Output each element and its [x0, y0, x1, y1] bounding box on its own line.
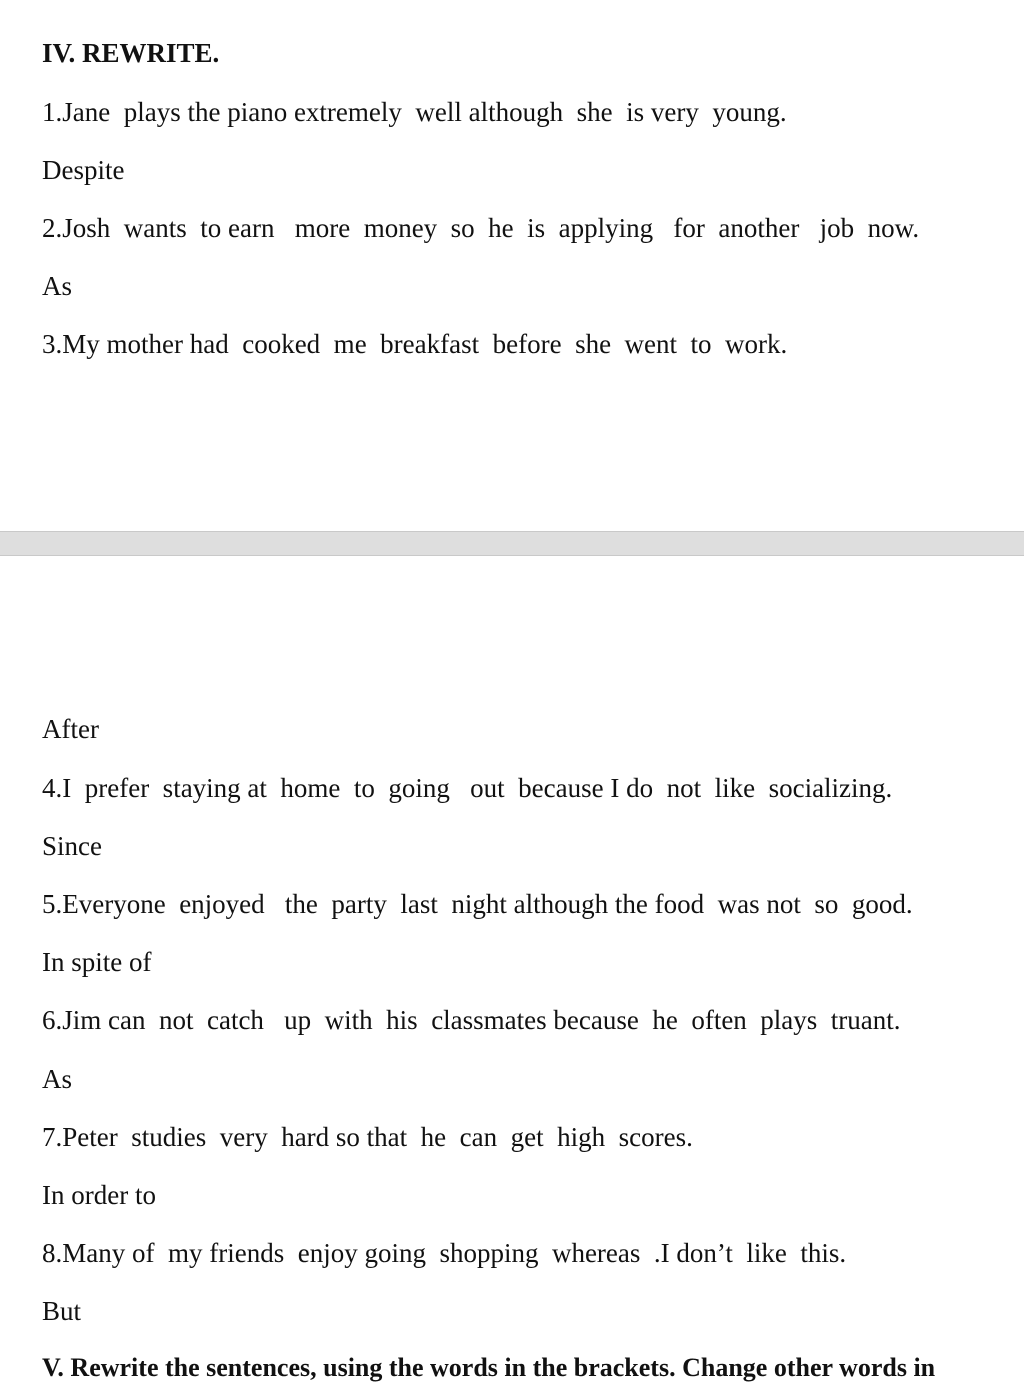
exercise-2-prompt: As — [42, 271, 73, 301]
exercise-4-prompt: Since — [42, 831, 102, 861]
exercise-3-prompt: After — [42, 714, 99, 744]
exercise-6-sentence: 6.Jim can not catch up with his classmates because he often plays truant. — [42, 1005, 901, 1035]
exercise-1-prompt: Despite — [42, 155, 125, 185]
exercise-1-sentence: 1.Jane plays the piano extremely well although she is very young. — [42, 97, 787, 127]
section-v-heading: V. Rewrite the sentences, using the words in the brackets. Change other words in — [42, 1353, 936, 1382]
exercise-7-prompt: In order to — [42, 1180, 156, 1210]
page-break-divider — [0, 531, 1024, 556]
section-iv-heading: IV. REWRITE. — [42, 38, 220, 68]
exercise-5-sentence: 5.Everyone enjoyed the party last night although the food was not so good. — [42, 889, 913, 919]
exercise-5-prompt: In spite of — [42, 947, 152, 977]
exercise-7-sentence: 7.Peter studies very hard so that he can get high scores. — [42, 1122, 693, 1152]
exercise-6-prompt: As — [42, 1064, 73, 1094]
exercise-4-sentence: 4.I prefer staying at home to going out because I do not like socializing. — [42, 773, 893, 803]
exercise-8-sentence: 8.Many of my friends enjoy going shopping whereas .I don’t like this. — [42, 1238, 847, 1268]
exercise-8-prompt: But — [42, 1296, 82, 1326]
exercise-2-sentence: 2.Josh wants to earn more money so he is applying for another job now. — [42, 213, 920, 243]
exercise-3-sentence: 3.My mother had cooked me breakfast before she went to work. — [42, 329, 788, 359]
